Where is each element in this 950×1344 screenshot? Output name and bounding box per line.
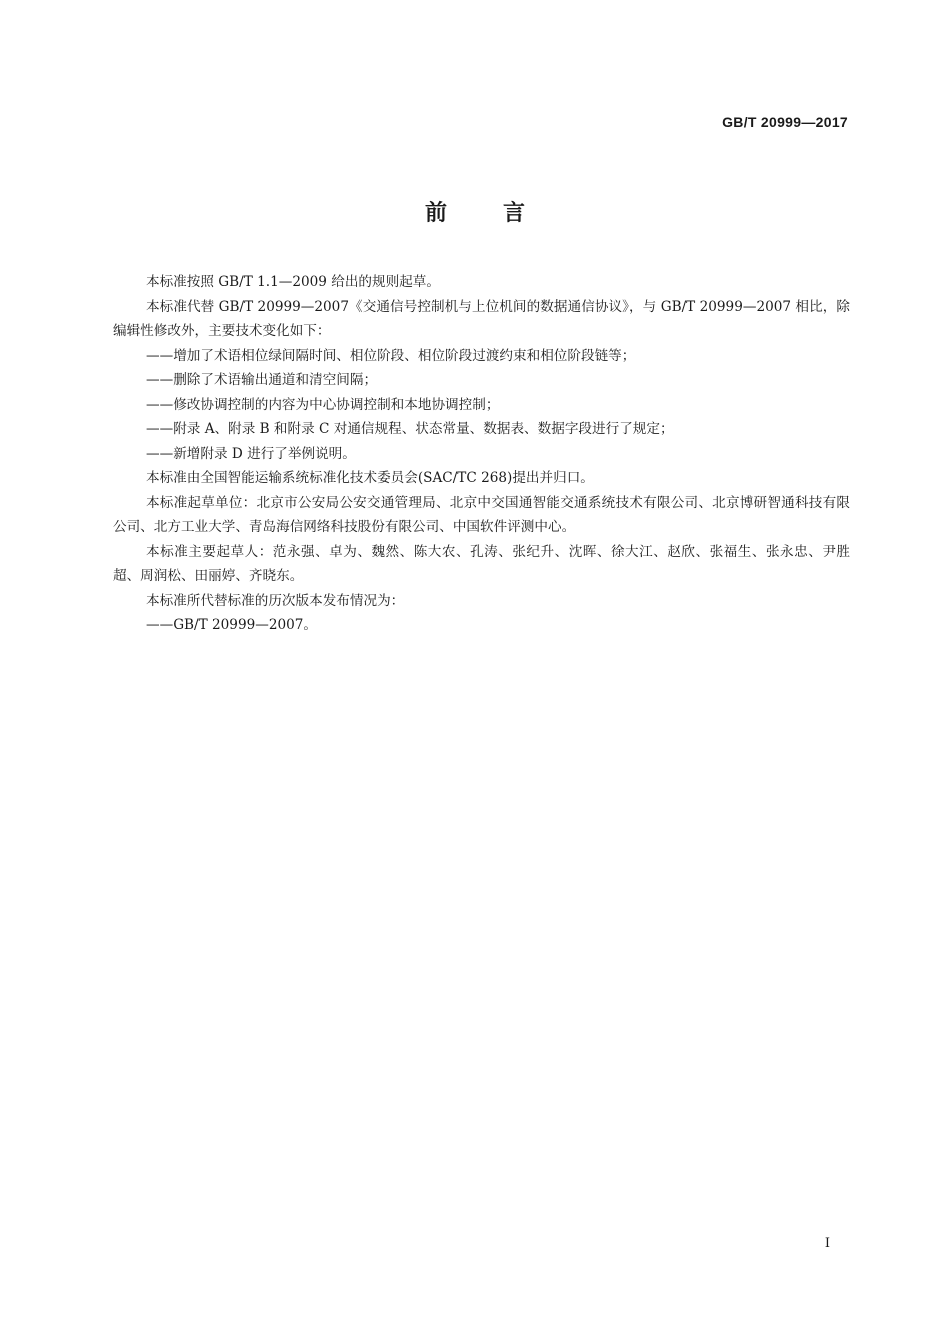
list-item-history: ——GB/T 20999—2007。 [146, 617, 318, 633]
body-text [113, 270, 850, 638]
list-item-change-3: ——修改协调控制的内容为中心协调控制和本地协调控制； [146, 396, 500, 413]
list-item-change-2: ——删除了术语输出通道和清空间隔； [146, 372, 378, 388]
paragraph-drafting-rules: 本标准按照 GB/T 1.1—2009 给出的规则起草。 [146, 274, 440, 290]
page-number: I [824, 1236, 830, 1251]
paragraph-drafting-units: 本标准起草单位：北京市公安局公安交通管理局、北京中交国通智能交通系统技术有限公司、北京博研智通科技有限公司、北方工业大学、青岛海信网络科技股份有限公司、中国软件评测中心。 [113, 494, 850, 535]
list-item-change-5: ——新增附录 D 进行了举例说明。 [146, 445, 356, 462]
standard-number: GB/T 20999—2017 [722, 114, 848, 130]
page-title: 前言 [424, 201, 581, 226]
paragraph-proposer: 本标准由全国智能运输系统标准化技术委员会(SAC/TC 268)提出并归口。 [146, 470, 594, 486]
paragraph-drafters: 本标准主要起草人：范永强、卓为、魏然、陈大农、孔涛、张纪升、沈晖、徐大江、赵欣、张福生、张永忠、尹胜超、周润松、田丽婷、齐晓东。 [113, 543, 850, 584]
list-item-change-4: ——附录 A、附录 B 和附录 C 对通信规程、状态常量、数据表、数据字段进行了规定； [146, 421, 674, 437]
paragraph-history-intro: 本标准所代替标准的历次版本发布情况为： [146, 592, 405, 609]
paragraph-replaces: 本标准代替 GB/T 20999—2007《交通信号控制机与上位机间的数据通信协议》，与 GB/T 20999—2007 相比，除编辑性修改外，主要技术变化如下： [113, 298, 850, 339]
list-item-change-1: ——增加了术语相位绿间隔时间、相位阶段、相位阶段过渡约束和相位阶段链等； [146, 347, 636, 364]
